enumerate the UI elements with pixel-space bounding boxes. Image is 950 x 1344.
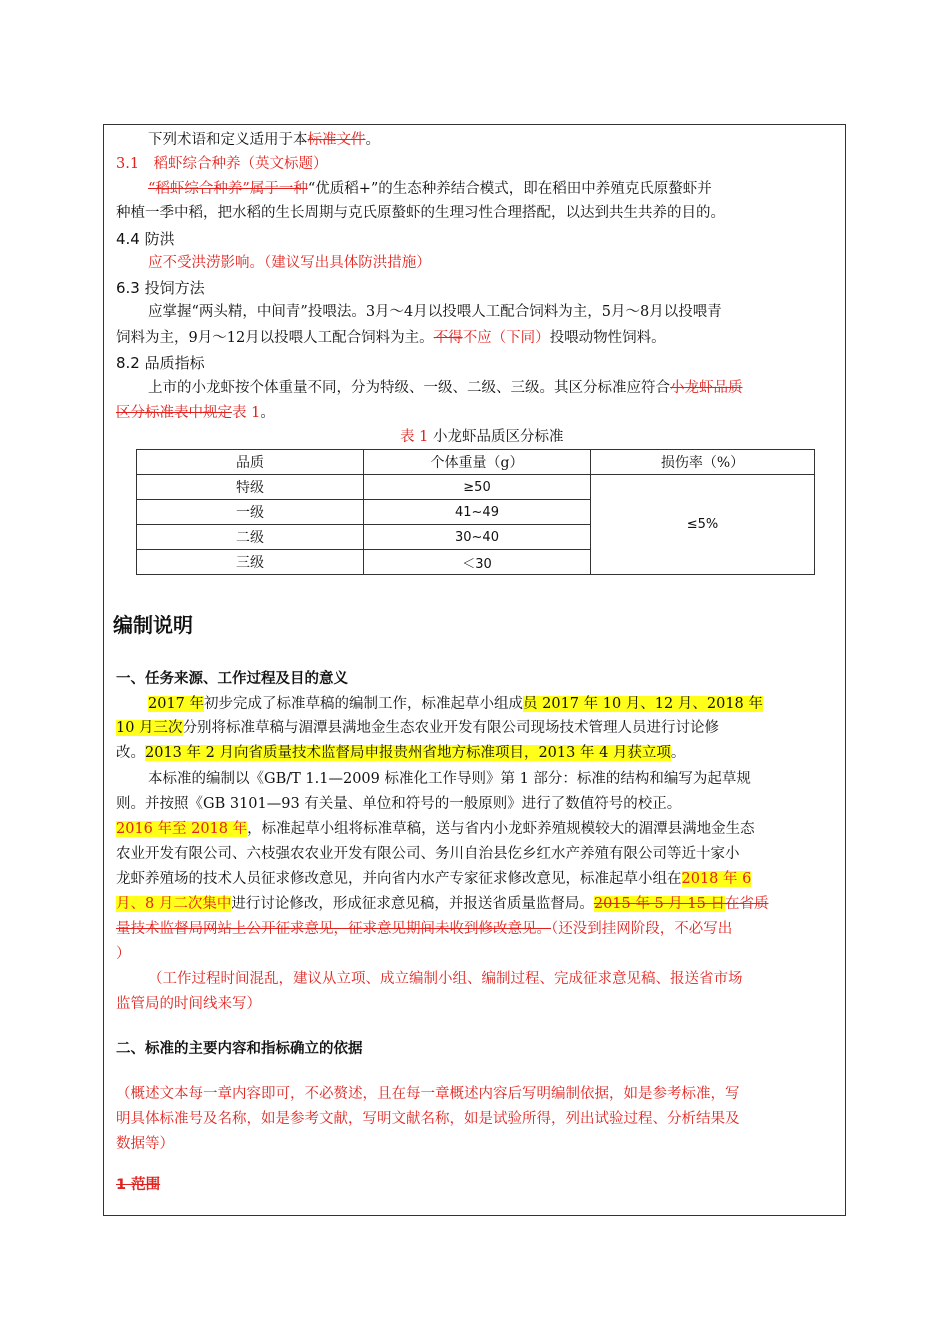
section-6-3-line2: 饲料为主，9月～12月以投喂人工配合饲料为主。不得不应（下同）投喂动物性饲料。 [116, 330, 666, 346]
term-3-1-line1: “稻虾综合种养”属于一种“优质稻+”的生态种养结合模式，即在稻田中养殖克氏原螯虾并 [148, 181, 712, 197]
part-1-para-a-line1: 2017 年初步完成了标准草稿的编制工作，标准起草小组成员 2017 年 10 月、12 月、2018 年 [148, 696, 763, 712]
intro-line: 下列术语和定义适用于本标准文件。 [148, 132, 380, 148]
grade-cell: 特级 [137, 475, 364, 500]
damage-rate-cell: ≤5% [591, 475, 815, 575]
part-1-para-c-line4: 月、8 月二次集中进行讨论修改，形成征求意见稿，并报送省质量监督局。2015 年 5 月 15 日在省质 [116, 896, 769, 912]
part-1-heading: 一、任务来源、工作过程及目的意义 [116, 671, 348, 687]
weight-cell: 30~40 [364, 525, 591, 550]
table-header-cell: 品质 [137, 450, 364, 475]
part-1-para-c-line2: 农业开发有限公司、六枝强农农业开发有限公司、务川自治县仡乡红水产养殖有限公司等近十家小 [116, 846, 740, 862]
table-header-row [137, 450, 815, 475]
table-header-cell: 损伤率（%） [591, 450, 815, 475]
part-2-heading: 二、标准的主要内容和指标确立的依据 [116, 1041, 363, 1057]
explanation-title: 编制说明 [113, 613, 193, 637]
quality-table [136, 449, 815, 575]
part-1-para-b-line1: 本标准的编制以《GB/T 1.1—2009 标准化工作导则》第 1 部分：标准的结构和编写为起草规 [148, 771, 751, 787]
table-header-cell: 个体重量（g） [364, 450, 591, 475]
part-2-note-line2: 明具体标准号及名称，如是参考文献，写明文献名称，如是试验所得，列出试验过程、分析结果及 [116, 1111, 740, 1127]
table-caption: 表 1 小龙虾品质区分标准 [400, 429, 564, 445]
part-1-para-c-line5: 量技术监督局网站上公开征求意见，征求意见期间未收到修改意见。（还没到挂网阶段，不必写出 [116, 921, 733, 937]
weight-cell: ≥50 [364, 475, 591, 500]
part-2-note-line1: （概述文本每一章内容即可，不必赘述，且在每一章概述内容后写明编制依据，如是参考标准，写 [116, 1086, 740, 1102]
grade-cell: 二级 [137, 525, 364, 550]
table-row [137, 475, 815, 500]
part-1-para-a-line2: 10 月三次分别将标准草稿与湄潭县满地金生态农业开发有限公司现场技术管理人员进行讨论修 [116, 720, 720, 736]
part-1-para-c-line1: 2016 年至 2018 年，标准起草小组将标准草稿，送与省内小龙虾养殖规模较大的湄潭县满地金生态 [116, 821, 755, 837]
weight-cell: 41~49 [364, 500, 591, 525]
term-3-1-heading: 3.1 稻虾综合种养（英文标题） [116, 156, 328, 172]
section-6-3-line1: 应掌握“两头精，中间青”投喂法。3月～4月以投喂人工配合饲料为主，5月～8月以投喂青 [148, 304, 722, 320]
term-3-1-line2: 种植一季中稻，把水稻的生长周期与克氏原螯虾的生理习性合理搭配，以达到共生共养的目的。 [116, 205, 725, 221]
weight-cell: ＜30 [364, 550, 591, 575]
part-1-para-c-line6: ） [116, 946, 131, 962]
grade-cell: 一级 [137, 500, 364, 525]
scope-heading-struck: 1 范围 [116, 1177, 161, 1193]
part-1-comment-line2: 监管局的时间线来写） [116, 996, 261, 1012]
section-4-4-comment: 应不受洪涝影响。（建议写出具体防洪措施） [148, 255, 431, 271]
part-1-para-a-line3: 改。2013 年 2 月向省质量技术监督局申报贵州省地方标准项目，2013 年 4 月获立项。 [116, 745, 686, 761]
section-8-2-line1: 上市的小龙虾按个体重量不同，分为特级、一级、二级、三级。其区分标准应符合小龙虾品质 [148, 380, 743, 396]
part-2-note-line3: 数据等） [116, 1136, 174, 1152]
part-1-para-c-line3: 龙虾养殖场的技术人员征求修改意见，并向省内水产专家征求修改意见，标准起草小组在2018 年 6 [116, 871, 752, 887]
part-1-para-b-line2: 则。并按照《GB 3101—93 有关量、单位和符号的一般原则》进行了数值符号的校正。 [116, 796, 682, 812]
section-8-2-line2: 区分标准表中规定表 1。 [116, 405, 275, 421]
section-4-4-heading: 4.4 防洪 [116, 230, 175, 248]
grade-cell: 三级 [137, 550, 364, 575]
part-1-comment-line1: （工作过程时间混乱，建议从立项、成立编制小组、编制过程、完成征求意见稿、报送省市场 [148, 971, 743, 987]
section-8-2-heading: 8.2 品质指标 [116, 354, 205, 372]
section-6-3-heading: 6.3 投饲方法 [116, 279, 205, 297]
